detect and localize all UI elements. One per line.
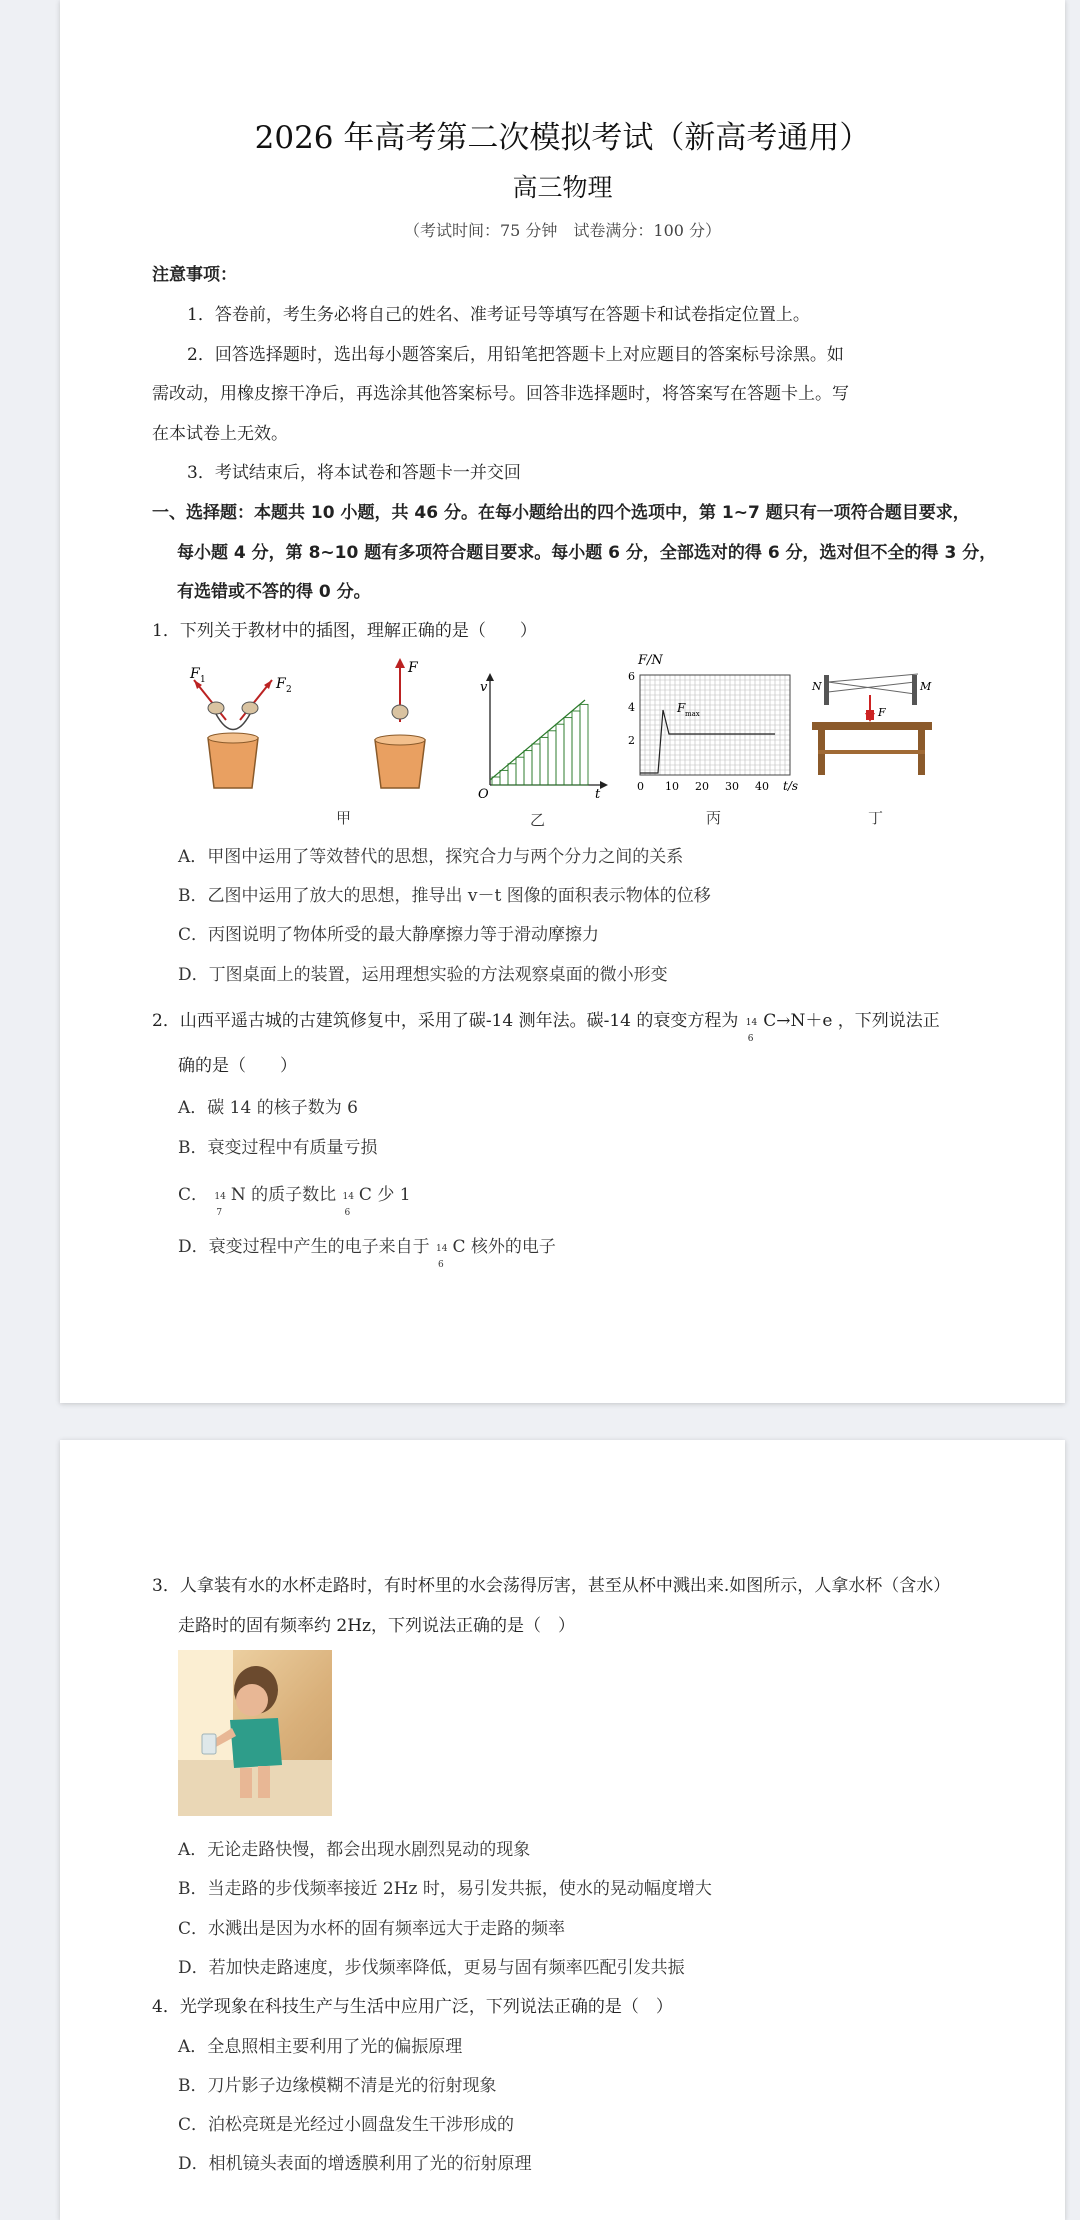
question-2-option-a[interactable]: A．碳 14 的核子数为 6	[178, 1098, 358, 1118]
svg-text:F: F	[878, 706, 886, 719]
notice-line: 需改动，用橡皮擦干净后，再选涂其他答案标号。回答非选择题时，将答案写在答题卡上。写	[152, 384, 849, 404]
vt-rectangle	[556, 724, 564, 785]
vt-rectangle	[500, 770, 508, 785]
svg-text:t/s: t/s	[783, 779, 799, 793]
exam-subtitle: 高三物理	[512, 173, 613, 202]
notice-line: 在本试卷上无效。	[152, 424, 288, 444]
question-4-option-a[interactable]: A．全息照相主要利用了光的偏振原理	[178, 2037, 463, 2057]
section-heading-line: 每小题 4 分，第 8~10 题有多项符合题目要求。每小题 6 分，全部选对的得 6 分，选对但不全的得 3 分，	[177, 543, 997, 563]
question-1-option-c[interactable]: C．丙图说明了物体所受的最大静摩擦力等于滑动摩擦力	[178, 925, 600, 945]
question-1-option-a[interactable]: A．甲图中运用了等效替代的思想，探究合力与两个分力之间的关系	[178, 847, 684, 867]
notice-line: 1．答卷前，考生务必将自己的姓名、准考证号等填写在答题卡和试卷指定位置上。	[187, 305, 810, 325]
svg-text:2: 2	[286, 685, 292, 695]
question-2-stem-line2: 确的是（ ）	[178, 1056, 297, 1076]
figure-label-ding: 丁	[868, 809, 884, 827]
figure-bing-friction-graph	[625, 650, 810, 800]
svg-text:t: t	[595, 787, 601, 800]
question-3-option-a[interactable]: A．无论走路快慢，都会出现水剧烈晃动的现象	[178, 1840, 531, 1860]
svg-text:N: N	[812, 680, 822, 693]
vt-rectangle	[564, 718, 572, 785]
question-2-option-b[interactable]: B．衰变过程中有质量亏损	[178, 1138, 378, 1158]
svg-text:30: 30	[725, 780, 739, 793]
svg-text:6: 6	[628, 670, 635, 683]
exam-page-2	[60, 1440, 1065, 2220]
force-f1-label: F	[190, 666, 200, 682]
svg-text:O: O	[478, 787, 489, 800]
section-heading-line: 一、选择题：本题共 10 小题，共 46 分。在每小题给出的四个选项中，第 1~7 题只有一项符合题目要求，	[152, 503, 970, 523]
exam-page-1	[60, 0, 1065, 1403]
question-3-option-d[interactable]: D．若加快走路速度，步伐频率降低，更易与固有频率匹配引发共振	[178, 1958, 685, 1978]
figure-bucket-single-force	[360, 652, 440, 800]
exam-title: 2026 年高考第二次模拟考试（新高考通用）	[254, 120, 871, 156]
exam-info: （考试时间：75 分钟 试卷满分：100 分）	[403, 221, 722, 240]
question-4-option-b[interactable]: B．刀片影子边缘模糊不清是光的衍射现象	[178, 2076, 497, 2096]
question-1-option-b[interactable]: B．乙图中运用了放大的思想，推导出 v－t 图像的面积表示物体的位移	[178, 886, 711, 906]
figure-yi-vt-graph	[470, 665, 610, 800]
svg-text:2: 2	[628, 734, 635, 747]
vt-rectangle	[532, 744, 540, 785]
notice-line: 3．考试结束后，将本试卷和答题卡一并交回	[187, 463, 521, 483]
svg-text:M: M	[920, 680, 932, 693]
force-f2-label: F	[276, 676, 286, 692]
question-3-option-b[interactable]: B．当走路的步伐频率接近 2Hz 时，易引发共振，使水的晃动幅度增大	[178, 1879, 712, 1899]
vt-rectangle	[492, 777, 500, 785]
section-heading-line: 有选错或不答的得 0 分。	[177, 582, 371, 602]
vt-rectangle	[548, 731, 556, 785]
vt-rectangle	[516, 757, 524, 785]
question-2-option-c[interactable]: C． 14 7 N 的质子数比 14 6 C 少 1	[178, 1185, 411, 1218]
figure-label-yi: 乙	[530, 811, 546, 829]
question-3-stem-line2: 走路时的固有频率约 2Hz，下列说法正确的是（ ）	[178, 1616, 576, 1636]
svg-text:max: max	[685, 710, 700, 718]
svg-text:4: 4	[628, 701, 635, 714]
svg-text:40: 40	[755, 780, 769, 793]
figure-jia-bucket-two-forces	[180, 660, 340, 800]
figure-label-bing: 丙	[706, 809, 722, 827]
vt-rectangle	[524, 751, 532, 785]
notice-heading: 注意事项：	[152, 265, 237, 285]
notice-line: 2．回答选择题时，选出每小题答案后，用铅笔把答题卡上对应题目的答案标号涂黑。如	[187, 345, 844, 365]
question-2-stem: 2．山西平遥古城的古建筑修复中，采用了碳-14 测年法。碳-14 的衰变方程为 14 6 C→N＋e ，下列说法正	[152, 1011, 940, 1044]
svg-text:10: 10	[665, 780, 679, 793]
vt-rectangle	[540, 737, 548, 785]
svg-text:F: F	[677, 701, 686, 715]
question-4-option-c[interactable]: C．泊松亮斑是光经过小圆盘发生干涉形成的	[178, 2115, 515, 2135]
vt-rectangle	[580, 704, 588, 785]
svg-text:1: 1	[200, 675, 206, 685]
question-4-option-d[interactable]: D．相机镜头表面的增透膜利用了光的衍射原理	[178, 2154, 532, 2174]
question-2-option-d[interactable]: D．衰变过程中产生的电子来自于 14 6 C 核外的电子	[178, 1237, 556, 1270]
figure-label-jia: 甲	[336, 809, 352, 827]
svg-text:v: v	[480, 680, 488, 695]
vt-rectangle	[572, 711, 580, 785]
decay-equation: C→N＋e	[763, 1011, 833, 1031]
vt-rectangles	[492, 704, 588, 785]
question-1-option-d[interactable]: D．丁图桌面上的装置，运用理想实验的方法观察桌面的微小形变	[178, 965, 668, 985]
svg-text:F/N: F/N	[638, 653, 663, 668]
force-f-label: F	[408, 660, 418, 676]
photo-child-with-water-cup	[178, 1650, 332, 1816]
question-4-stem: 4．光学现象在科技生产与生活中应用广泛，下列说法正确的是（ ）	[152, 1997, 673, 2017]
svg-text:0: 0	[637, 780, 644, 793]
question-3-option-c[interactable]: C．水溅出是因为水杯的固有频率远大于走路的频率	[178, 1919, 566, 1939]
figure-ding-table-mirror	[810, 660, 935, 780]
vt-rectangle	[508, 764, 516, 785]
svg-text:20: 20	[695, 780, 709, 793]
question-1-stem: 1．下列关于教材中的插图，理解正确的是（ ）	[152, 621, 537, 641]
question-3-stem-line1: 3．人拿装有水的水杯走路时，有时杯里的水会荡得厉害，甚至从杯中溅出来.如图所示，人拿水杯（含水）	[152, 1576, 951, 1596]
